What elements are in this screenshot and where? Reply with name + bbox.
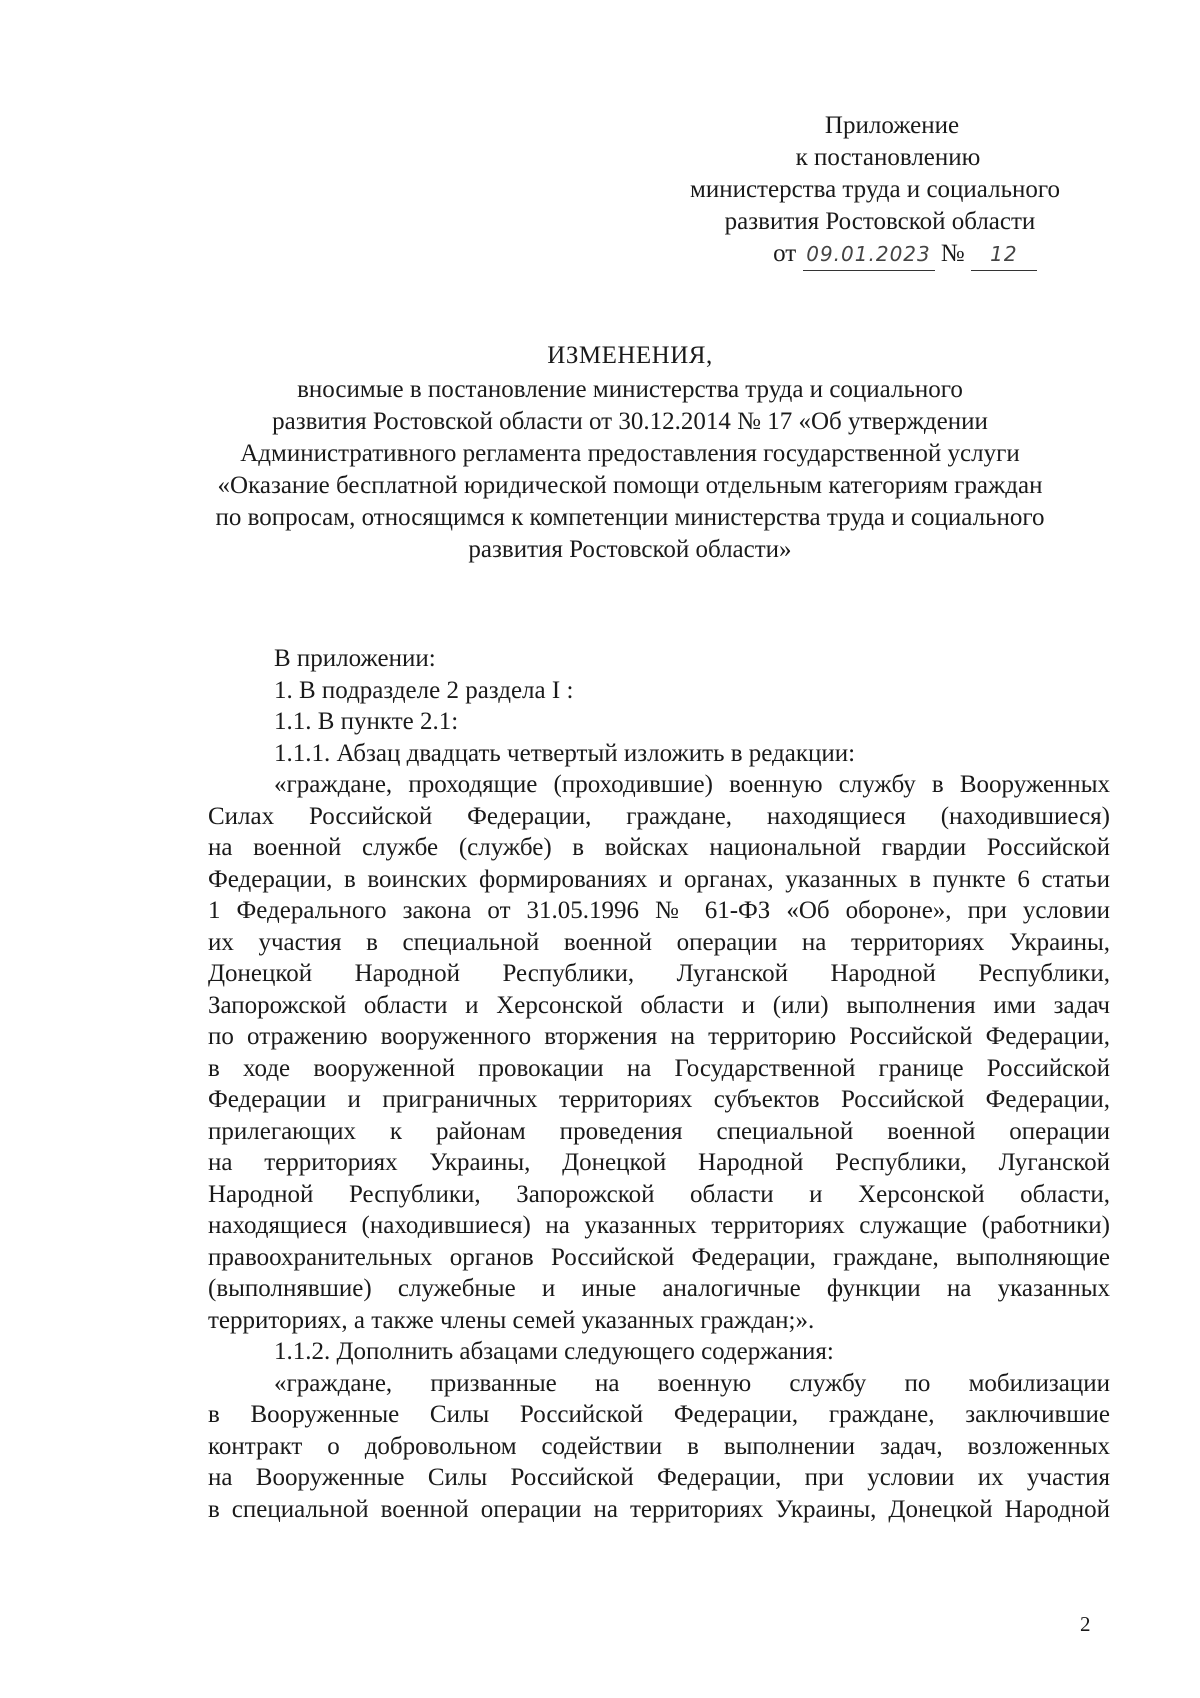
body-line: правоохранительных органов Российской Федерации, граждане, выполняющие [208, 1243, 1110, 1271]
body-line: 1.1.2. Дополнить абзацами следующего содержания: [274, 1338, 834, 1365]
title-line: «Оказание бесплатной юридической помощи отдельным категориям граждан [217, 472, 1043, 499]
body-line: Федерации, в воинских формированиях и органах, указанных в пункте 6 статьи [208, 865, 1110, 893]
approval-date-row [640, 238, 1110, 271]
document-title [150, 340, 1110, 566]
body-line: 1. В подразделе 2 раздела I : [274, 676, 574, 704]
body-line: находящиеся (находившиеся) на указанных территориях служащие (работники) [208, 1212, 1110, 1239]
body-line: 1.1. В пункте 2.1: [274, 708, 459, 735]
title-heading: ИЗМЕНЕНИЯ, [547, 342, 713, 369]
body-line: Силах Российской Федерации, граждане, находящиеся (находившиеся) [208, 802, 1110, 830]
document-body [208, 643, 1110, 1525]
date-prefix: от [773, 240, 797, 267]
body-line: их участия в специальной военной операции на территориях Украины, [208, 928, 1110, 956]
body-line: на Вооруженные Силы Российской Федерации, при условии их участия [208, 1464, 1110, 1491]
handwritten-number: 12 [971, 238, 1037, 271]
body-line: Донецкой Народной Республики, Луганской Народной Республики, [208, 960, 1110, 987]
title-line: по вопросам, относящимся к компетенции министерства труда и социального [215, 504, 1045, 531]
title-line: развития Ростовской области» [468, 536, 792, 563]
approval-line-resolution: к постановлению [795, 144, 981, 171]
body-line: Федерации и приграничных территориях субъектов Российской Федерации, [208, 1086, 1110, 1113]
number-sign: № [940, 240, 965, 267]
body-line: 1.1.1. Абзац двадцать четвертый изложить в редакции: [274, 739, 856, 767]
body-line: по отражению вооруженного вторжения на территорию Российской Федерации, [208, 1023, 1110, 1050]
body-line: Запорожской области и Херсонской области и (или) выполнения ими задач [208, 991, 1110, 1019]
body-line: в Вооруженные Силы Российской Федерации, граждане, заключившие [208, 1401, 1110, 1428]
body-line: на территориях Украины, Донецкой Народной Республики, Луганской [208, 1149, 1110, 1176]
body-line: контракт о добровольном содействии в выполнении задач, возложенных [208, 1432, 1110, 1460]
body-line: «граждане, проходящие (проходившие) военную службу в Вооруженных [274, 771, 1110, 798]
page-number: 2 [1080, 1612, 1091, 1636]
title-line: вносимые в постановление министерства труда и социального [297, 376, 963, 403]
title-line: развития Ростовской области от 30.12.2014 № 17 «Об утверждении [272, 408, 988, 435]
body-line: (выполнявшие) служебные и иные аналогичные функции на указанных [208, 1275, 1110, 1302]
handwritten-date: 09.01.2023 [803, 238, 935, 271]
title-line: Административного регламента предоставления государственной услуги [240, 440, 1020, 467]
body-line: Народной Республики, Запорожской области и Херсонской области, [208, 1180, 1110, 1208]
body-line: прилегающих к районам проведения специальной военной операции [208, 1117, 1110, 1145]
body-line: на военной службе (службе) в войсках национальной гвардии Российской [208, 834, 1110, 861]
approval-line-appendix: Приложение [824, 112, 960, 139]
approval-line-ministry: министерства труда и социального [690, 176, 1060, 203]
body-line: в ходе вооруженной провокации на Государственной границе Российской [208, 1054, 1110, 1082]
body-line: В приложении: [274, 645, 436, 672]
approval-block [640, 110, 1110, 271]
approval-line-region: развития Ростовской области [724, 208, 1036, 235]
body-line: «граждане, призванные на военную службу по мобилизации [274, 1369, 1110, 1397]
body-line: 1 Федерального закона от 31.05.1996 № 61-ФЗ «Об обороне», при условии [208, 897, 1110, 924]
body-line: в специальной военной операции на территориях Украины, Донецкой Народной [208, 1495, 1110, 1523]
body-line: территориях, а также члены семей указанных граждан;». [208, 1306, 815, 1334]
